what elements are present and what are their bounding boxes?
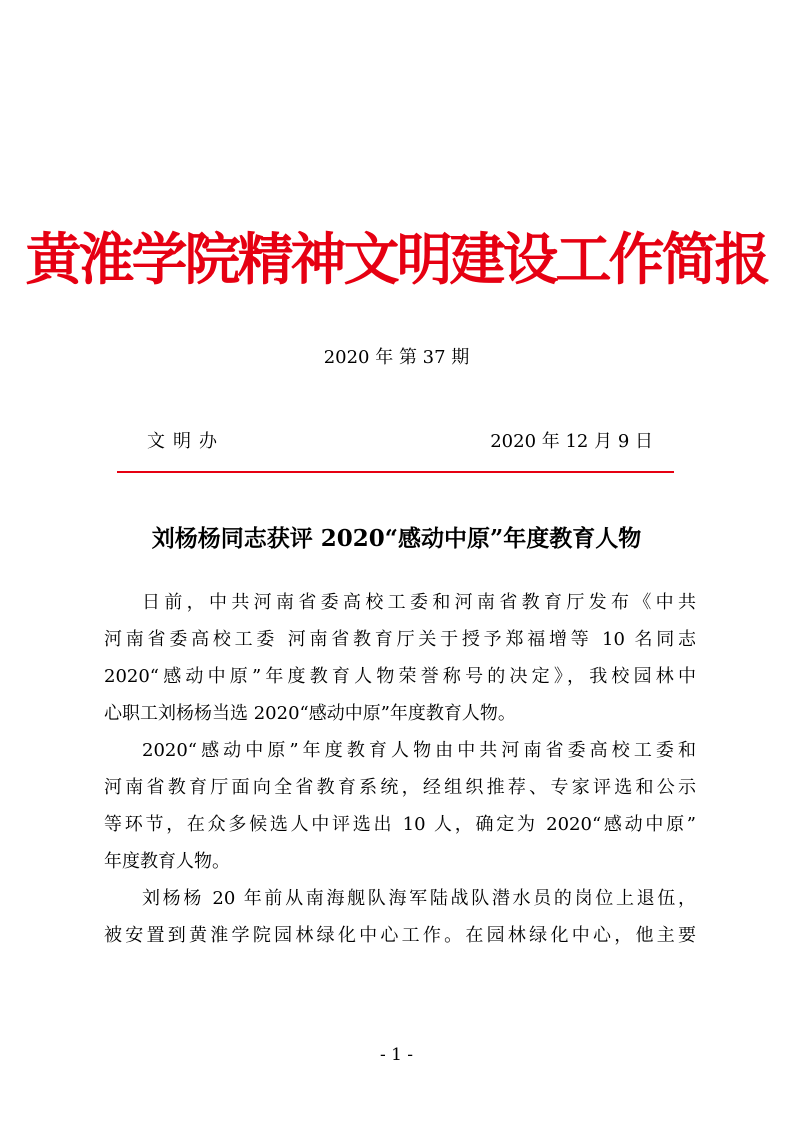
red-divider-rule bbox=[117, 471, 674, 473]
text-line: 河南省教育厅面向全省教育系统，经组织推荐、专家评选和公示 bbox=[104, 777, 696, 798]
text-line: 被安置到黄淮学院园林绿化中心工作。在园林绿化中心，他主要 bbox=[104, 925, 696, 946]
masthead-title: 黄淮学院精神文明建设工作简报 bbox=[25, 227, 768, 293]
issue-number: 2020 年 第 37 期 bbox=[323, 347, 470, 368]
paragraph-3 bbox=[104, 880, 696, 954]
issuing-office: 文明办 bbox=[147, 431, 225, 452]
article-title: 刘杨杨同志获评 2020“感动中原”年度教育人物 bbox=[151, 525, 642, 552]
text-line: 心职工刘杨杨当选 2020“感动中原”年度教育人物。 bbox=[104, 703, 516, 724]
text-line: 日前，中共河南省委高校工委和河南省教育厅发布《中共 bbox=[142, 592, 696, 613]
text-line: 2020“感动中原”年度教育人物由中共河南省委高校工委和 bbox=[142, 740, 696, 761]
paragraph-2 bbox=[104, 732, 696, 880]
article-body bbox=[104, 584, 696, 954]
page-number: - 1 - bbox=[379, 1045, 414, 1065]
paragraph-1 bbox=[104, 584, 696, 732]
text-line: 年度教育人物。 bbox=[104, 851, 230, 872]
text-line: 刘杨杨 20 年前从南海舰队海军陆战队潜水员的岗位上退伍， bbox=[142, 888, 696, 909]
issue-date: 2020 年 12 月 9 日 bbox=[490, 431, 653, 452]
text-line: 等环节，在众多候选人中评选出 10 人，确定为 2020“感动中原” bbox=[104, 814, 696, 835]
text-line: 河南省委高校工委 河南省教育厅关于授予郑福增等 10 名同志 bbox=[104, 629, 696, 650]
text-line: 2020“感动中原”年度教育人物荣誉称号的决定》，我校园林中 bbox=[104, 666, 696, 687]
